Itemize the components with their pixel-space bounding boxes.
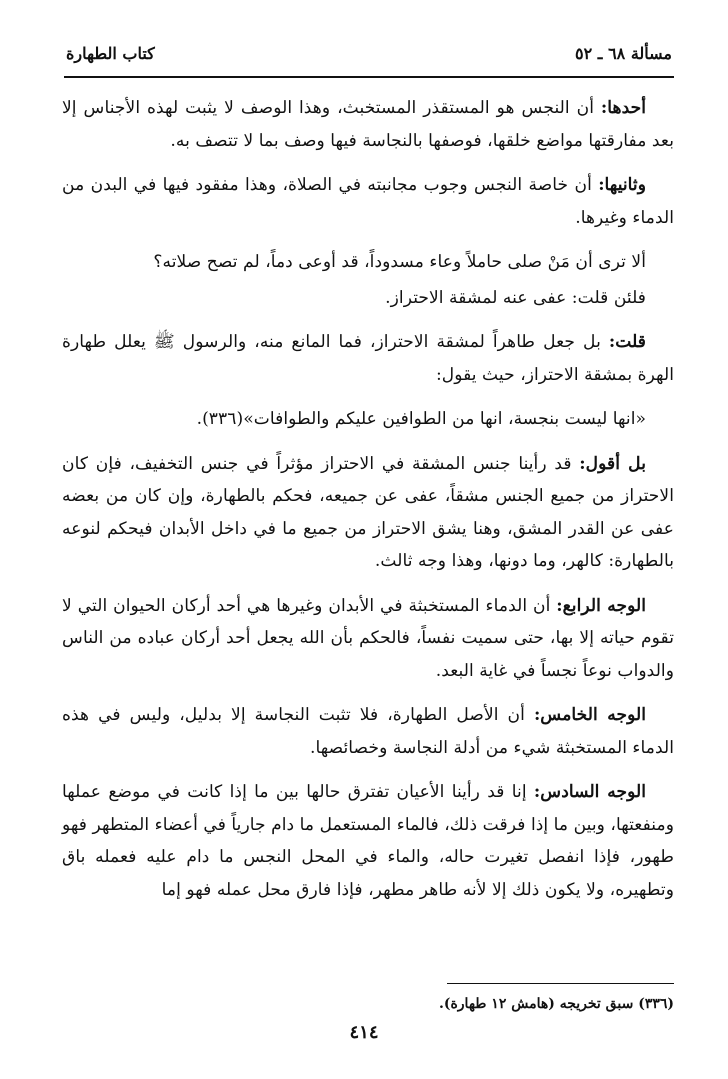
paragraph-text: ألا ترى أن مَنْ صلى حاملاً وعاء مسدوداً، قد أوعى دماً، لم تصح صلاته؟ xyxy=(153,252,646,272)
paragraph-lead: قلت: xyxy=(608,332,646,352)
paragraph-1 xyxy=(62,92,674,157)
paragraph-lead: أحدها: xyxy=(600,98,646,118)
paragraph-5 xyxy=(62,326,674,391)
paragraph-text: أن النجس هو المستقذر المستخبث، وهذا الوصف لا يثبت لهذه الأجناس إلا بعد مفارقتها مواضع خلقها، فوصفها بالنجاسة فيها وصف بما لا تتصف به. xyxy=(62,98,674,151)
paragraph-text: أن الدماء المستخبثة في الأبدان وغيرها هي أحد أركان الحيوان التي لا تقوم حياته إلا بها، حتى سميت نفساً، فالحكم بأن الله يجعل أحد أركان عباده من الناس والدواب نوعاً نجساً في غاية البعد. xyxy=(62,595,674,681)
paragraph-text: قد رأينا جنس المشقة في الاحتراز مؤثراً في جنس التخفيف، فإن كان الاحتراز من جميع الجنس مشقاً، عفى عن جميعه، فحكم بالطهارة، وإن كان من بعضه عفى عن القدر المشق، وهنا يشق الاحتراز من جميع ما في داخل الأبدان فيحكم لنوعه بالطهارة: كالهر، وما دونها، وهذا وجه ثالث. xyxy=(62,453,674,571)
paragraph-10 xyxy=(62,776,674,906)
footnote-rule xyxy=(447,983,674,984)
paragraph-lead: الوجه الخامس: xyxy=(533,705,646,725)
issue-range: مسألة ٦٨ ـ ٥٢ xyxy=(575,43,672,63)
book-title: كتاب الطهارة xyxy=(66,43,155,63)
paragraph-6-hadith xyxy=(62,403,674,436)
paragraph-lead: بل أقول: xyxy=(579,453,646,474)
page-number: ٤١٤ xyxy=(349,1022,379,1043)
paragraph-text: فلئن قلت: عفى عنه لمشقة الاحتراز. xyxy=(385,287,646,308)
paragraph-lead: الوجه الرابع: xyxy=(556,595,646,616)
paragraph-text: أن خاصة النجس وجوب مجانبته في الصلاة، وهذا مفقود فيها في البدن من الدماء وغيرها. xyxy=(62,175,674,228)
body-text xyxy=(62,92,674,918)
paragraph-7 xyxy=(62,448,674,578)
paragraph-lead: الوجه السادس: xyxy=(533,782,646,802)
paragraph-text: «انها ليست بنجسة، انها من الطوافين عليكم والطوافات»(٣٣٦). xyxy=(196,409,646,429)
paragraph-4 xyxy=(62,282,674,315)
paragraph-lead: وثانيها: xyxy=(598,175,646,195)
paragraph-text: إنا قد رأينا الأعيان تفترق حالها بين ما إذا كانت في موضع عملها ومنفعتها، وبين ما إذا فرقت ذلك، فالماء المستعمل ما دام جارياً في أعضاء المتطهر فهو طهور، فإذا انفصل تغيرت حاله، والماء في المحل النجس ما دام عليه فعمله باق وتطهيره، ولا يكون ذلك إلا لأنه طاهر مطهر، فإذا فارق محل عمله فهو إما xyxy=(62,782,674,900)
running-header xyxy=(66,38,672,68)
paragraph-text: أن الأصل الطهارة، فلا تثبت النجاسة إلا بدليل، وليس في هذه الدماء المستخبثة شيء من أدلة النجاسة وخصائصها. xyxy=(62,705,674,758)
paragraph-8 xyxy=(62,590,674,688)
footnote: (٣٣٦) سبق تخريجه (هامش ١٢ طهارة). xyxy=(438,996,674,1012)
paragraph-2 xyxy=(62,169,674,234)
paragraph-3 xyxy=(62,246,674,279)
paragraph-9 xyxy=(62,699,674,764)
paragraph-text: بل جعل طاهراً لمشقة الاحتراز، فما المانع منه، والرسول ﷺ يعلل طهارة الهرة بمشقة الاحتراز، حيث يقول: xyxy=(62,332,674,385)
header-rule xyxy=(64,76,674,78)
